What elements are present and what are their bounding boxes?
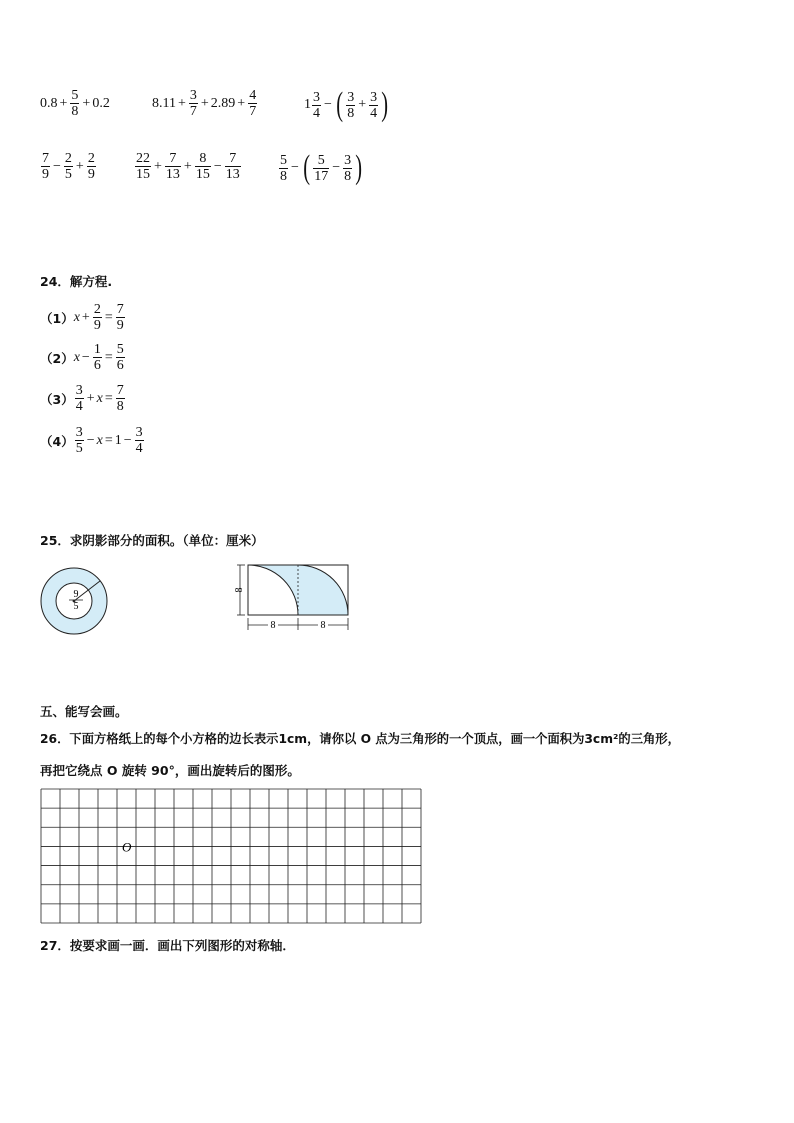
denominator: 8 (71, 104, 79, 119)
minus-op: − (123, 432, 132, 448)
denominator: 7 (189, 104, 197, 119)
numerator: 7 (42, 151, 49, 166)
numerator: 5 (317, 152, 325, 168)
width-label-1: 8 (270, 620, 276, 631)
variable: x (73, 349, 80, 365)
calc-expr-1-3 (304, 88, 390, 122)
denominator: 8 (344, 168, 352, 184)
calc-expr-2-1 (40, 151, 97, 182)
fraction (165, 151, 181, 182)
calc-expr-1-1 (40, 88, 110, 119)
ring-figure (38, 565, 112, 637)
denominator: 4 (313, 105, 320, 121)
numerator: 5 (71, 88, 79, 103)
fraction (195, 151, 211, 182)
numerator: 7 (169, 151, 177, 166)
fraction (189, 88, 198, 119)
number: 2.89 (210, 95, 236, 111)
q25-title: 25．求阴影部分的面积。（单位：厘米） (40, 533, 264, 548)
left-paren: ( (336, 86, 343, 123)
point-o-label: O (122, 839, 132, 855)
fraction (369, 90, 378, 121)
fraction (116, 302, 125, 333)
fraction (75, 425, 84, 456)
plus-op: + (358, 97, 367, 112)
numerator: 8 (199, 151, 207, 166)
denominator: 9 (42, 167, 49, 182)
fraction (116, 383, 125, 414)
q24-title: 24．解方程. (40, 274, 113, 289)
fraction (135, 151, 151, 182)
fraction (93, 302, 102, 333)
q26-line-2: 再把它绕点 O 旋转 90°，画出旋转后的图形。 (40, 763, 300, 778)
section-5-title: 五、能写会画。 (40, 704, 128, 719)
fraction (116, 342, 125, 373)
q24-equation-4 (40, 425, 145, 456)
plus-op: + (183, 158, 192, 174)
grid-paper[interactable] (40, 788, 422, 928)
q24-equation-1 (40, 302, 126, 333)
right-paren: ) (355, 149, 363, 186)
plus-op: + (154, 158, 162, 174)
variable: x (96, 390, 103, 406)
equation-label: （4） (40, 433, 74, 449)
equals-op: = (104, 432, 113, 448)
fraction (41, 151, 50, 182)
number: 0.8 (40, 95, 58, 111)
plus-op: + (81, 309, 90, 325)
equals-op: = (104, 309, 113, 325)
plus-op: + (200, 95, 209, 111)
denominator: 8 (347, 105, 355, 121)
numerator: 2 (87, 151, 95, 166)
numerator: 1 (93, 342, 101, 357)
denominator: 6 (116, 358, 124, 373)
ring-label-numerator: 9 (73, 589, 79, 600)
number: 8.11 (152, 95, 176, 111)
minus-op: − (81, 349, 90, 365)
left-paren: ( (303, 149, 310, 186)
minus-op: − (86, 432, 95, 448)
shaded-right-quarter (298, 565, 348, 615)
fraction (64, 151, 73, 182)
plus-op: + (75, 158, 84, 174)
numerator: 3 (370, 89, 378, 105)
minus-op: − (324, 97, 332, 112)
numerator: 3 (347, 89, 355, 105)
equation-label: （1） (40, 310, 74, 326)
plus-op: + (82, 95, 91, 111)
fraction (93, 342, 102, 373)
q24-equation-3 (40, 383, 126, 414)
plus-op: + (86, 390, 95, 406)
fraction (87, 151, 96, 182)
denominator: 15 (195, 167, 210, 182)
number: 0.2 (92, 95, 110, 111)
denominator: 5 (64, 167, 72, 182)
width-label-2: 8 (320, 620, 326, 631)
height-label: 8 (234, 587, 245, 593)
numerator: 2 (93, 302, 101, 317)
numerator: 7 (116, 383, 124, 398)
numerator: 7 (229, 151, 237, 166)
numerator: 5 (280, 152, 287, 168)
shaded-left-sliver (248, 565, 298, 615)
denominator: 9 (93, 318, 101, 333)
numerator: 3 (75, 383, 83, 398)
variable: x (96, 432, 103, 448)
numerator: 4 (249, 88, 257, 103)
fraction (70, 88, 79, 119)
fraction (248, 88, 257, 119)
numerator: 22 (136, 151, 150, 166)
denominator: 9 (116, 318, 124, 333)
fraction (135, 425, 144, 456)
denominator: 17 (314, 168, 329, 184)
fraction (313, 153, 329, 184)
plus-op: + (177, 95, 186, 111)
fraction (312, 90, 321, 121)
numerator: 5 (116, 342, 124, 357)
denominator: 4 (135, 441, 143, 456)
q26-line-1: 26．下面方格纸上的每个小方格的边长表示1cm，请你以 O 点为三角形的一个顶点，画一个面积为3cm²的三角形， (40, 732, 680, 746)
denominator: 7 (249, 104, 257, 119)
fraction (346, 90, 355, 121)
denominator: 4 (75, 399, 83, 414)
grid-svg[interactable] (40, 788, 422, 924)
numerator: 3 (135, 425, 143, 440)
equation-label: （3） (40, 391, 74, 407)
denominator: 13 (165, 167, 180, 182)
denominator: 15 (136, 167, 150, 182)
variable: x (73, 309, 80, 325)
denominator: 4 (370, 105, 378, 121)
calc-expr-1-2 (152, 88, 258, 119)
denominator: 8 (280, 168, 287, 184)
equation-label: （2） (40, 350, 74, 366)
minus-op: − (53, 158, 61, 174)
minus-op: − (291, 160, 299, 175)
denominator: 5 (75, 441, 83, 456)
numerator: 3 (189, 88, 197, 103)
right-paren: ) (381, 86, 389, 123)
calc-expr-2-3 (278, 151, 364, 185)
q27-title: 27．按要求画一画．画出下列图形的对称轴． (40, 938, 295, 953)
fraction (343, 153, 352, 184)
minus-op: − (332, 160, 341, 175)
plus-op: + (59, 95, 68, 111)
fraction (225, 151, 241, 182)
numerator: 3 (344, 152, 352, 168)
denominator: 13 (225, 167, 240, 182)
numerator: 3 (313, 89, 320, 105)
q24-equation-2 (40, 342, 126, 373)
denominator: 9 (87, 167, 95, 182)
denominator: 8 (116, 399, 124, 414)
ring-label-denominator: 5 (73, 601, 79, 612)
numerator: 7 (116, 302, 124, 317)
equals-op: = (104, 390, 113, 406)
whole-number: 1 (304, 97, 311, 112)
numerator: 3 (75, 425, 83, 440)
calc-expr-2-2 (134, 151, 242, 182)
equals-op: = (104, 349, 113, 365)
number: 1 (114, 432, 122, 448)
plus-op: + (237, 95, 246, 111)
numerator: 2 (64, 151, 72, 166)
fraction (75, 383, 84, 414)
fraction (279, 153, 288, 184)
rectangle-quarter-circle-figure (228, 560, 358, 634)
denominator: 6 (93, 358, 101, 373)
minus-op: − (213, 158, 222, 174)
